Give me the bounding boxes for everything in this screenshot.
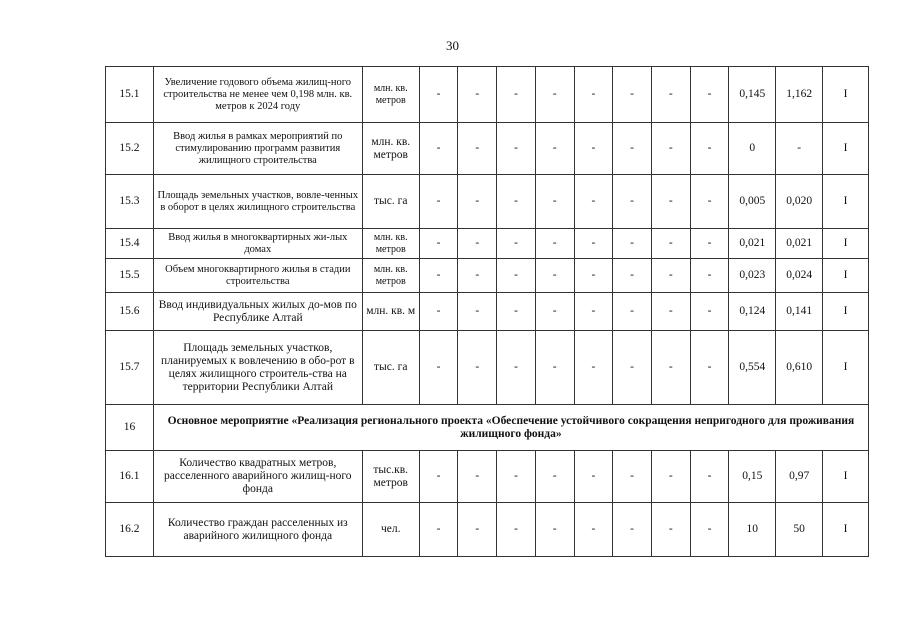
value-cell: -: [574, 123, 613, 175]
indicator-name: Площадь земельных участков, планируемых к вовлечению в обо-рот в целях жилищного строитель-ства на территории Республики Алтай: [153, 331, 362, 405]
unit-cell: тыс. га: [362, 175, 419, 229]
row-number: 15.6: [106, 293, 154, 331]
value-cell: -: [497, 451, 536, 503]
indicators-table: [105, 66, 869, 557]
value-cell: 0,554: [729, 331, 776, 405]
value-cell: -: [497, 123, 536, 175]
value-cell: 0,005: [729, 175, 776, 229]
value-cell: -: [419, 451, 458, 503]
status-cell: I: [823, 503, 869, 557]
row-number: 15.1: [106, 67, 154, 123]
indicator-name: Ввод индивидуальных жилых до-мов по Республике Алтай: [153, 293, 362, 331]
value-cell: -: [690, 67, 729, 123]
value-cell: -: [574, 229, 613, 259]
value-cell: -: [419, 175, 458, 229]
value-cell: -: [497, 175, 536, 229]
value-cell: -: [651, 259, 690, 293]
value-cell: 0,141: [776, 293, 823, 331]
value-cell: -: [574, 259, 613, 293]
value-cell: -: [535, 259, 574, 293]
value-cell: -: [613, 293, 652, 331]
value-cell: -: [651, 451, 690, 503]
value-cell: -: [535, 331, 574, 405]
status-cell: I: [823, 293, 869, 331]
value-cell: -: [690, 175, 729, 229]
value-cell: -: [535, 67, 574, 123]
value-cell: -: [690, 451, 729, 503]
value-cell: -: [497, 331, 536, 405]
unit-cell: тыс. га: [362, 331, 419, 405]
table-row: [106, 259, 869, 293]
value-cell: -: [651, 229, 690, 259]
value-cell: -: [497, 229, 536, 259]
indicator-name: Объем многоквартирного жилья в стадии строительства: [153, 259, 362, 293]
status-cell: I: [823, 229, 869, 259]
table-row: [106, 331, 869, 405]
value-cell: 0,97: [776, 451, 823, 503]
value-cell: -: [419, 123, 458, 175]
value-cell: -: [613, 451, 652, 503]
value-cell: -: [419, 229, 458, 259]
status-cell: I: [823, 123, 869, 175]
section-row: [106, 405, 869, 451]
value-cell: -: [690, 331, 729, 405]
value-cell: -: [419, 331, 458, 405]
value-cell: 0,024: [776, 259, 823, 293]
indicator-name: Количество квадратных метров, расселенного аварийного жилищ-ного фонда: [153, 451, 362, 503]
value-cell: -: [613, 67, 652, 123]
value-cell: -: [497, 293, 536, 331]
value-cell: -: [574, 503, 613, 557]
unit-cell: млн. кв. метров: [362, 229, 419, 259]
value-cell: -: [690, 503, 729, 557]
value-cell: -: [613, 229, 652, 259]
value-cell: 50: [776, 503, 823, 557]
value-cell: -: [458, 293, 497, 331]
indicator-name: Ввод жилья в многоквартирных жи-лых домах: [153, 229, 362, 259]
value-cell: -: [535, 451, 574, 503]
row-number: 15.3: [106, 175, 154, 229]
value-cell: 0,610: [776, 331, 823, 405]
unit-cell: млн. кв. метров: [362, 123, 419, 175]
indicator-name: Ввод жилья в рамках мероприятий по стимулированию программ развития жилищного строительства: [153, 123, 362, 175]
value-cell: -: [574, 331, 613, 405]
value-cell: -: [690, 123, 729, 175]
unit-cell: чел.: [362, 503, 419, 557]
value-cell: 10: [729, 503, 776, 557]
value-cell: -: [535, 503, 574, 557]
table-row: [106, 503, 869, 557]
value-cell: -: [613, 331, 652, 405]
row-number: 16.2: [106, 503, 154, 557]
value-cell: -: [613, 259, 652, 293]
status-cell: I: [823, 331, 869, 405]
indicator-name: Увеличение годового объема жилищ-ного строительства не менее чем 0,198 млн. кв. метров к 2024 году: [153, 67, 362, 123]
value-cell: -: [535, 175, 574, 229]
table-row: [106, 451, 869, 503]
value-cell: -: [419, 503, 458, 557]
value-cell: -: [535, 123, 574, 175]
row-number: 15.5: [106, 259, 154, 293]
unit-cell: млн. кв. метров: [362, 67, 419, 123]
row-number: 16.1: [106, 451, 154, 503]
value-cell: 0,021: [729, 229, 776, 259]
value-cell: -: [776, 123, 823, 175]
section-number: 16: [106, 405, 154, 451]
value-cell: -: [651, 503, 690, 557]
value-cell: -: [535, 229, 574, 259]
value-cell: 0,15: [729, 451, 776, 503]
value-cell: -: [613, 123, 652, 175]
value-cell: -: [497, 67, 536, 123]
value-cell: 0: [729, 123, 776, 175]
status-cell: I: [823, 259, 869, 293]
value-cell: -: [651, 293, 690, 331]
indicator-name: Количество граждан расселенных из аварийного жилищного фонда: [153, 503, 362, 557]
status-cell: I: [823, 451, 869, 503]
value-cell: -: [419, 259, 458, 293]
value-cell: -: [574, 67, 613, 123]
value-cell: -: [574, 451, 613, 503]
value-cell: -: [613, 175, 652, 229]
value-cell: -: [458, 123, 497, 175]
unit-cell: млн. кв. м: [362, 293, 419, 331]
table-row: [106, 229, 869, 259]
row-number: 15.7: [106, 331, 154, 405]
value-cell: -: [574, 175, 613, 229]
value-cell: -: [458, 175, 497, 229]
value-cell: -: [613, 503, 652, 557]
page-number: 30: [446, 38, 459, 53]
status-cell: I: [823, 67, 869, 123]
value-cell: 0,020: [776, 175, 823, 229]
unit-cell: тыс.кв. метров: [362, 451, 419, 503]
status-cell: I: [823, 175, 869, 229]
value-cell: -: [690, 293, 729, 331]
indicator-name: Площадь земельных участков, вовле-ченных в оборот в целях жилищного строительства: [153, 175, 362, 229]
value-cell: -: [419, 293, 458, 331]
value-cell: 0,124: [729, 293, 776, 331]
section-title: Основное мероприятие «Реализация регионального проекта «Обеспечение устойчивого сокращения непригодного для проживания жилищного фонда»: [153, 405, 868, 451]
value-cell: -: [651, 175, 690, 229]
table-row: [106, 175, 869, 229]
value-cell: -: [497, 259, 536, 293]
value-cell: -: [458, 259, 497, 293]
value-cell: -: [535, 293, 574, 331]
value-cell: -: [690, 229, 729, 259]
row-number: 15.2: [106, 123, 154, 175]
value-cell: -: [651, 123, 690, 175]
unit-cell: млн. кв. метров: [362, 259, 419, 293]
value-cell: -: [419, 67, 458, 123]
table-row: [106, 293, 869, 331]
value-cell: -: [458, 331, 497, 405]
value-cell: 0,023: [729, 259, 776, 293]
value-cell: -: [497, 503, 536, 557]
table-row: [106, 123, 869, 175]
value-cell: -: [458, 229, 497, 259]
value-cell: -: [458, 503, 497, 557]
value-cell: -: [458, 451, 497, 503]
value-cell: 0,021: [776, 229, 823, 259]
row-number: 15.4: [106, 229, 154, 259]
value-cell: -: [651, 331, 690, 405]
value-cell: 1,162: [776, 67, 823, 123]
value-cell: -: [651, 67, 690, 123]
value-cell: -: [690, 259, 729, 293]
value-cell: 0,145: [729, 67, 776, 123]
table-row: [106, 67, 869, 123]
value-cell: -: [574, 293, 613, 331]
value-cell: -: [458, 67, 497, 123]
